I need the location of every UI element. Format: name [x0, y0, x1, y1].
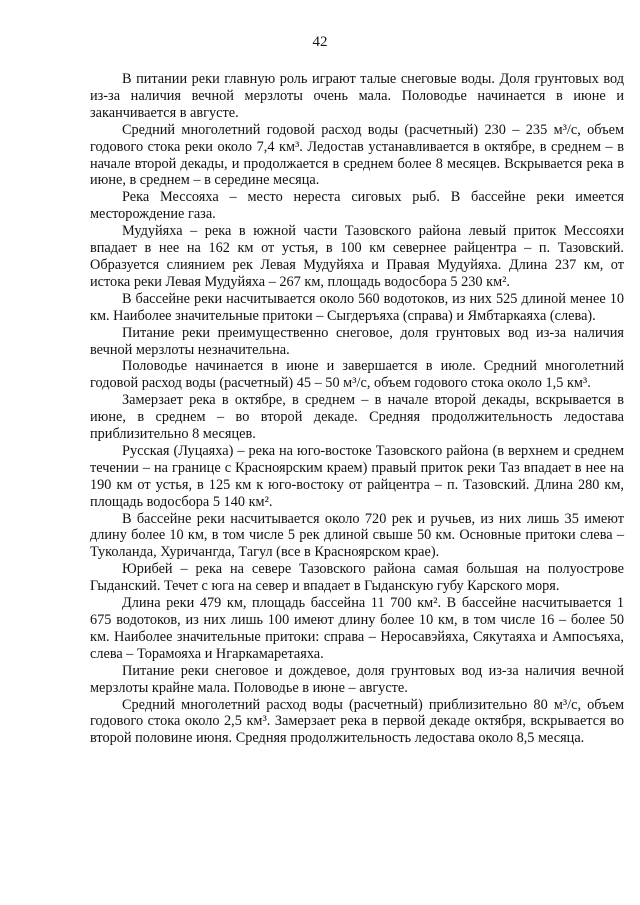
page-number: 42	[312, 34, 328, 50]
paragraph: Юрибей – река на севере Тазовского района самая большая на полуострове Гыданский. Течет с юга на север и впадает в Гыданскую губу Карского моря.	[90, 561, 624, 595]
paragraph: Замерзает река в октябре, в среднем – в начале второй декады, вскрывается в июне, в среднем – во второй декаде. Средняя продолжительность ледостава приблизительно 8 месяцев.	[90, 392, 624, 443]
paragraph: Длина реки 479 км, площадь бассейна 11 700 км². В бассейне насчитывается 1 675 водотоков, из них лишь 100 имеют длину более 10 км, в том числе 16 – более 50 км. Наиболее значительные притоки: справа – Неросавэйяха, Сякутаяха и Ампосъяха, слева – Торамояха и Нгаркамаретаяха.	[90, 595, 624, 662]
paragraph: Средний многолетний расход воды (расчетный) приблизительно 80 м³/с, объем годового стока около 2,5 км³. Замерзает река в первой декаде октября, вскрывается во второй половине июня. Средняя продолжительность ледостава около 8,5 месяца.	[90, 696, 624, 747]
page-body	[90, 71, 624, 747]
paragraph: В питании реки главную роль играют талые снеговые воды. Доля грунтовых вод из-за наличия вечной мерзлоты очень мала. Половодье начинается в июне и заканчивается в августе.	[90, 71, 624, 121]
paragraph: Питание реки преимущественно снеговое, доля грунтовых вод из-за наличия вечной мерзлоты незначительна.	[90, 324, 624, 358]
paragraph: Мудуйяха – река в южной части Тазовского района левый приток Мессояхи впадает в нее на 162 км от устья, в 100 км севернее райцентра – п. Тазовский. Образуется слиянием рек Левая Мудуйяха и Правая Мудуйяха. Длина 237 км, от истока реки Левая Мудуйяха – 267 км, площадь водосбора 5 230 км².	[90, 223, 624, 290]
paragraph: Средний многолетний годовой расход воды (расчетный) 230 – 235 м³/с, объем годового стока реки около 7,4 км³. Ледостав устанавливается в октябре, в среднем – в начале второй декады, и продолжается в среднем более 8 месяцев. Вскрывается река в июне, в среднем – в середине месяца.	[90, 121, 624, 189]
paragraph: В бассейне реки насчитывается около 720 рек и ручьев, из них лишь 35 имеют длину более 10 км, в том числе 5 рек длиной свыше 50 км. Основные притоки слева – Туколанда, Хуричангда, Тагул (все в Красноярском крае).	[90, 510, 624, 561]
paragraph: Питание реки снеговое и дождевое, доля грунтовых вод из-за наличия вечной мерзлоты крайне мала. Половодье в июне – августе.	[90, 662, 624, 696]
paragraph: В бассейне реки насчитывается около 560 водотоков, из них 525 длиной менее 10 км. Наиболее значительные притоки – Сыгдеръяха (справа) и Ямбтаркаяха (слева).	[90, 290, 624, 324]
paragraph: Река Мессояха – место нереста сиговых рыб. В бассейне реки имеется месторождение газа.	[90, 189, 624, 223]
paragraph: Половодье начинается в июне и завершается в июле. Средний многолетний годовой расход воды (расчетный) 45 – 50 м³/с, объем годового стока около 1,5 км³.	[90, 358, 624, 392]
paragraph: Русская (Луцаяха) – река на юго-востоке Тазовского района (в верхнем и среднем течении – на границе с Красноярским краем) правый приток реки Таз впадает в нее на 190 км от устья, в 125 км к юго-востоку от райцентра – п. Тазовский. Длина 280 км, площадь водосбора 5 140 км².	[90, 442, 624, 510]
